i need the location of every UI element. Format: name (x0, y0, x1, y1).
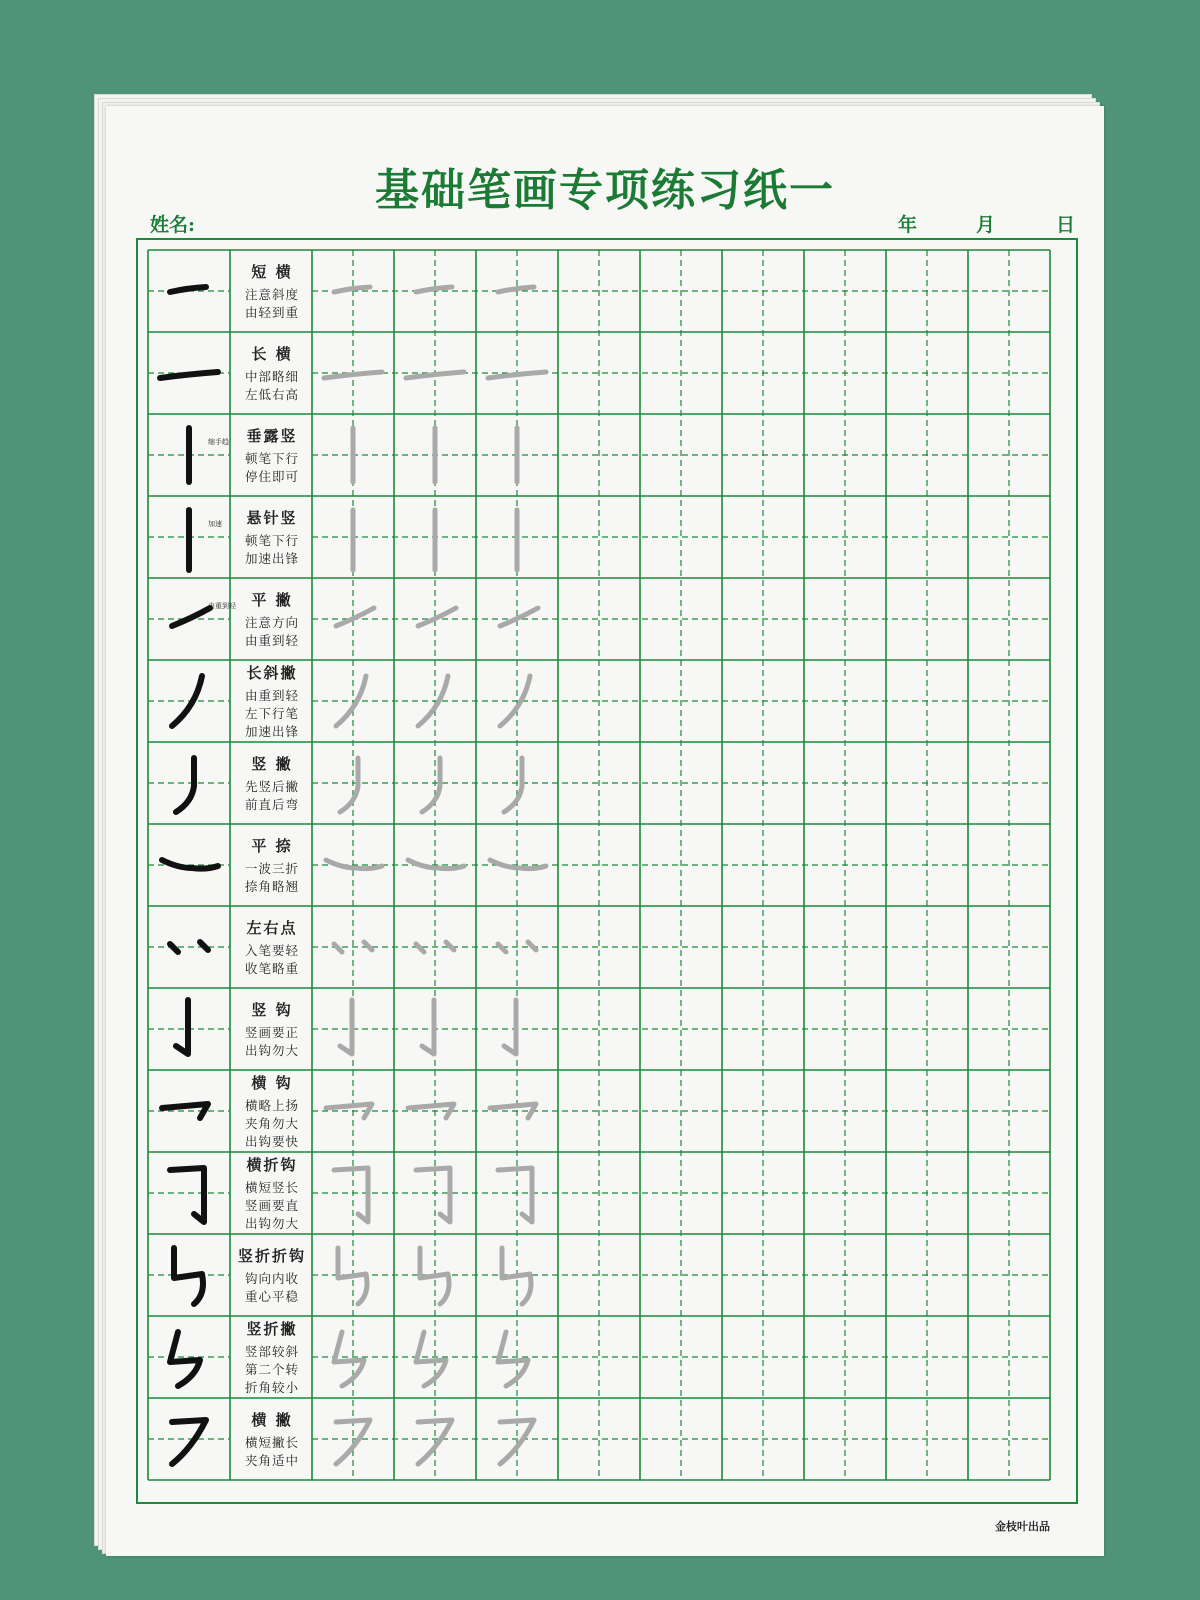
model-stroke-flat-left-falling (148, 578, 236, 660)
trace-stroke-flat-right-falling (394, 824, 476, 906)
stroke-note: 左下行笔 (244, 705, 299, 721)
trace-stroke-path (336, 608, 374, 626)
trace-stroke-vertical-left-falling (312, 742, 394, 824)
day-label: 日 (1056, 214, 1076, 236)
stroke-description (230, 988, 314, 1070)
model-stroke-left-right-dots (148, 906, 230, 988)
model-stroke-path (170, 942, 208, 952)
practice-sheet (106, 106, 1104, 1556)
trace-stroke-vertical-turn-left-falling (312, 1316, 394, 1398)
trace-stroke-path (416, 287, 452, 292)
stroke-note: 左低右高 (244, 386, 299, 402)
trace-stroke-long-slanted-left-falling (476, 660, 558, 742)
model-stroke-horizontal-hook (148, 1070, 230, 1152)
trace-stroke-dew-drop-vertical (312, 414, 394, 496)
trace-stroke-path (500, 608, 538, 626)
trace-stroke-long-horizontal (476, 332, 558, 414)
stroke-note: 入笔要轻 (244, 942, 299, 958)
trace-stroke-path (498, 287, 534, 292)
trace-stroke-vertical-left-falling (394, 742, 476, 824)
stroke-annotation: 缩手趋 (208, 438, 229, 446)
trace-stroke-vertical-turn-turn-hook (394, 1234, 476, 1316)
stroke-name: 左右点 (246, 918, 298, 937)
trace-stroke-horizontal-left-falling (312, 1398, 394, 1480)
trace-stroke-vertical-hook (476, 988, 558, 1070)
stroke-name: 横折钩 (246, 1155, 298, 1174)
stroke-note: 第二个转 (244, 1361, 299, 1377)
trace-stroke-long-horizontal (394, 332, 476, 414)
model-stroke-vertical-hook (148, 988, 230, 1070)
model-stroke-path (170, 1332, 200, 1386)
stroke-name: 平 捺 (251, 836, 293, 855)
trace-stroke-path (408, 860, 464, 869)
trace-stroke-flat-left-falling (394, 578, 476, 660)
stroke-note: 竖画要正 (244, 1024, 299, 1040)
stroke-note: 注意斜度 (244, 286, 299, 302)
model-stroke-path (170, 287, 206, 292)
trace-stroke-path (340, 758, 358, 812)
model-stroke-vertical-turn-left-falling (148, 1316, 230, 1398)
stroke-note: 竖部较斜 (244, 1343, 299, 1359)
stroke-note: 钩向内收 (244, 1270, 299, 1286)
month-label: 月 (976, 214, 996, 236)
trace-stroke-path (422, 1000, 434, 1054)
model-stroke-path (170, 1168, 204, 1222)
trace-stroke-path (500, 1420, 534, 1464)
trace-stroke-path (326, 1104, 372, 1118)
trace-stroke-vertical-left-falling (476, 742, 558, 824)
publisher-credit: 金枝叶出品 (995, 1520, 1050, 1533)
stroke-description (230, 332, 314, 414)
trace-stroke-path (418, 608, 456, 626)
stroke-annotation: 加速 (208, 520, 222, 528)
stroke-note: 加速出锋 (244, 723, 299, 739)
stroke-description (230, 1316, 314, 1398)
stroke-name: 平 撇 (251, 590, 293, 609)
trace-stroke-horizontal-left-falling (476, 1398, 558, 1480)
trace-stroke-vertical-turn-left-falling (394, 1316, 476, 1398)
trace-stroke-flat-right-falling (476, 824, 558, 906)
stroke-note: 折角较小 (244, 1379, 299, 1395)
trace-stroke-path (416, 942, 454, 952)
trace-stroke-short-horizontal (394, 250, 476, 332)
trace-stroke-dew-drop-vertical (394, 414, 476, 496)
trace-stroke-left-right-dots (476, 906, 558, 988)
stroke-description (230, 824, 314, 906)
model-stroke-long-horizontal (148, 332, 230, 414)
trace-stroke-path (418, 676, 448, 726)
trace-stroke-horizontal-left-falling (394, 1398, 476, 1480)
model-stroke-path (162, 1104, 208, 1118)
stroke-note: 横略上扬 (244, 1097, 299, 1113)
trace-stroke-path (420, 1248, 449, 1304)
model-stroke-path (160, 372, 218, 378)
trace-stroke-path (408, 1104, 454, 1118)
stroke-note: 出钩要快 (244, 1133, 299, 1149)
year-label: 年 (898, 214, 918, 236)
stroke-note: 横短撇长 (244, 1434, 299, 1450)
trace-stroke-path (416, 1332, 446, 1386)
trace-stroke-path (334, 287, 370, 292)
trace-stroke-path (334, 942, 372, 952)
model-stroke-vertical-turn-turn-hook (148, 1234, 230, 1316)
stroke-note: 由轻到重 (244, 304, 299, 320)
name-label: 姓名: (150, 214, 196, 236)
trace-stroke-long-slanted-left-falling (394, 660, 476, 742)
stroke-note: 加速出锋 (244, 550, 299, 566)
stroke-note: 前直后弯 (244, 796, 299, 812)
model-stroke-path (176, 1000, 188, 1054)
model-stroke-path (176, 758, 194, 812)
stroke-description (230, 250, 314, 332)
stroke-note: 出钩勿大 (244, 1042, 299, 1058)
stroke-description (230, 496, 314, 578)
trace-stroke-path (498, 1168, 532, 1222)
stroke-name: 横 撇 (251, 1410, 293, 1429)
trace-stroke-path (416, 1168, 450, 1222)
trace-stroke-long-slanted-left-falling (312, 660, 394, 742)
trace-stroke-long-horizontal (312, 332, 394, 414)
trace-stroke-path (334, 1168, 368, 1222)
trace-stroke-suspended-needle-vertical (394, 496, 476, 578)
stroke-description (230, 1152, 314, 1234)
model-stroke-path (172, 676, 202, 726)
trace-stroke-path (502, 1248, 531, 1304)
trace-stroke-path (340, 1000, 352, 1054)
model-stroke-path (162, 860, 218, 869)
trace-stroke-vertical-turn-turn-hook (312, 1234, 394, 1316)
model-stroke-flat-right-falling (148, 824, 230, 906)
trace-stroke-suspended-needle-vertical (476, 496, 558, 578)
trace-stroke-path (336, 676, 366, 726)
stroke-description (230, 660, 314, 742)
stroke-name: 长斜撇 (246, 663, 298, 682)
trace-stroke-horizontal-turn-hook (394, 1152, 476, 1234)
trace-stroke-path (500, 676, 530, 726)
stroke-note: 夹角适中 (244, 1452, 299, 1468)
trace-stroke-vertical-turn-turn-hook (476, 1234, 558, 1316)
trace-stroke-path (498, 942, 536, 952)
trace-stroke-left-right-dots (312, 906, 394, 988)
model-stroke-dew-drop-vertical (148, 414, 230, 496)
stroke-note: 捺角略翘 (244, 878, 299, 894)
page-title: 基础笔画专项练习纸一 (375, 165, 835, 216)
stroke-description (230, 414, 314, 496)
stroke-annotation: 由重到轻 (208, 602, 236, 610)
trace-stroke-path (326, 860, 382, 869)
stroke-note: 夹角勿大 (244, 1115, 299, 1131)
trace-stroke-path (324, 372, 382, 378)
trace-stroke-horizontal-hook (476, 1070, 558, 1152)
stroke-note: 顿笔下行 (244, 532, 299, 548)
trace-stroke-path (490, 860, 546, 869)
model-stroke-path (172, 608, 210, 626)
stroke-note: 停住即可 (244, 468, 299, 484)
trace-stroke-suspended-needle-vertical (312, 496, 394, 578)
stroke-name: 垂露竖 (246, 426, 298, 445)
trace-stroke-short-horizontal (312, 250, 394, 332)
stroke-note: 一波三折 (244, 860, 299, 876)
stroke-description (230, 1234, 314, 1316)
model-stroke-horizontal-turn-hook (148, 1152, 230, 1234)
model-stroke-vertical-left-falling (148, 742, 230, 824)
stroke-note: 由重到轻 (244, 632, 299, 648)
stroke-note: 顿笔下行 (244, 450, 299, 466)
stroke-name: 竖 钩 (251, 1000, 293, 1019)
trace-stroke-left-right-dots (394, 906, 476, 988)
stroke-note: 注意方向 (244, 614, 299, 630)
practice-grid-frame (136, 238, 1078, 1504)
trace-stroke-horizontal-hook (394, 1070, 476, 1152)
model-stroke-long-slanted-left-falling (148, 660, 230, 742)
trace-stroke-path (334, 1332, 364, 1386)
trace-stroke-short-horizontal (476, 250, 558, 332)
trace-stroke-path (504, 758, 522, 812)
stroke-note: 由重到轻 (244, 687, 299, 703)
stroke-note: 收笔略重 (244, 960, 299, 976)
stroke-note: 重心平稳 (244, 1288, 299, 1304)
model-stroke-short-horizontal (148, 250, 230, 332)
model-stroke-path (172, 1420, 206, 1464)
model-stroke-path (174, 1248, 203, 1304)
stroke-name: 竖 撇 (251, 754, 293, 773)
trace-stroke-flat-right-falling (312, 824, 394, 906)
trace-stroke-horizontal-turn-hook (312, 1152, 394, 1234)
trace-stroke-path (336, 1420, 370, 1464)
stroke-note: 出钩勿大 (244, 1215, 299, 1231)
stroke-name: 竖折折钩 (237, 1246, 306, 1265)
trace-stroke-path (422, 758, 440, 812)
trace-stroke-path (406, 372, 464, 378)
trace-stroke-path (338, 1248, 367, 1304)
model-stroke-suspended-needle-vertical (148, 496, 230, 578)
stroke-name: 悬针竖 (246, 508, 298, 527)
trace-stroke-vertical-turn-left-falling (476, 1316, 558, 1398)
stroke-note: 横短竖长 (244, 1179, 299, 1195)
trace-stroke-path (504, 1000, 516, 1054)
trace-stroke-horizontal-hook (312, 1070, 394, 1152)
stroke-note: 先竖后撇 (244, 778, 299, 794)
trace-stroke-horizontal-turn-hook (476, 1152, 558, 1234)
trace-stroke-flat-left-falling (312, 578, 394, 660)
stroke-note: 中部略细 (244, 368, 299, 384)
trace-stroke-path (490, 1104, 536, 1118)
trace-stroke-dew-drop-vertical (476, 414, 558, 496)
stroke-description (230, 578, 314, 660)
stroke-name: 横 钩 (251, 1073, 293, 1092)
model-stroke-horizontal-left-falling (148, 1398, 230, 1480)
stroke-name: 短 横 (251, 262, 293, 281)
trace-stroke-vertical-hook (312, 988, 394, 1070)
trace-stroke-path (418, 1420, 452, 1464)
trace-stroke-vertical-hook (394, 988, 476, 1070)
stroke-description (230, 1070, 314, 1152)
stroke-description (230, 906, 314, 988)
stroke-name: 竖折撇 (246, 1319, 298, 1338)
stroke-name: 长 横 (251, 344, 293, 363)
stroke-description (230, 742, 314, 824)
stroke-note: 竖画要直 (244, 1197, 299, 1213)
stroke-description (230, 1398, 314, 1480)
trace-stroke-flat-left-falling (476, 578, 558, 660)
trace-stroke-path (498, 1332, 528, 1386)
trace-stroke-path (488, 372, 546, 378)
